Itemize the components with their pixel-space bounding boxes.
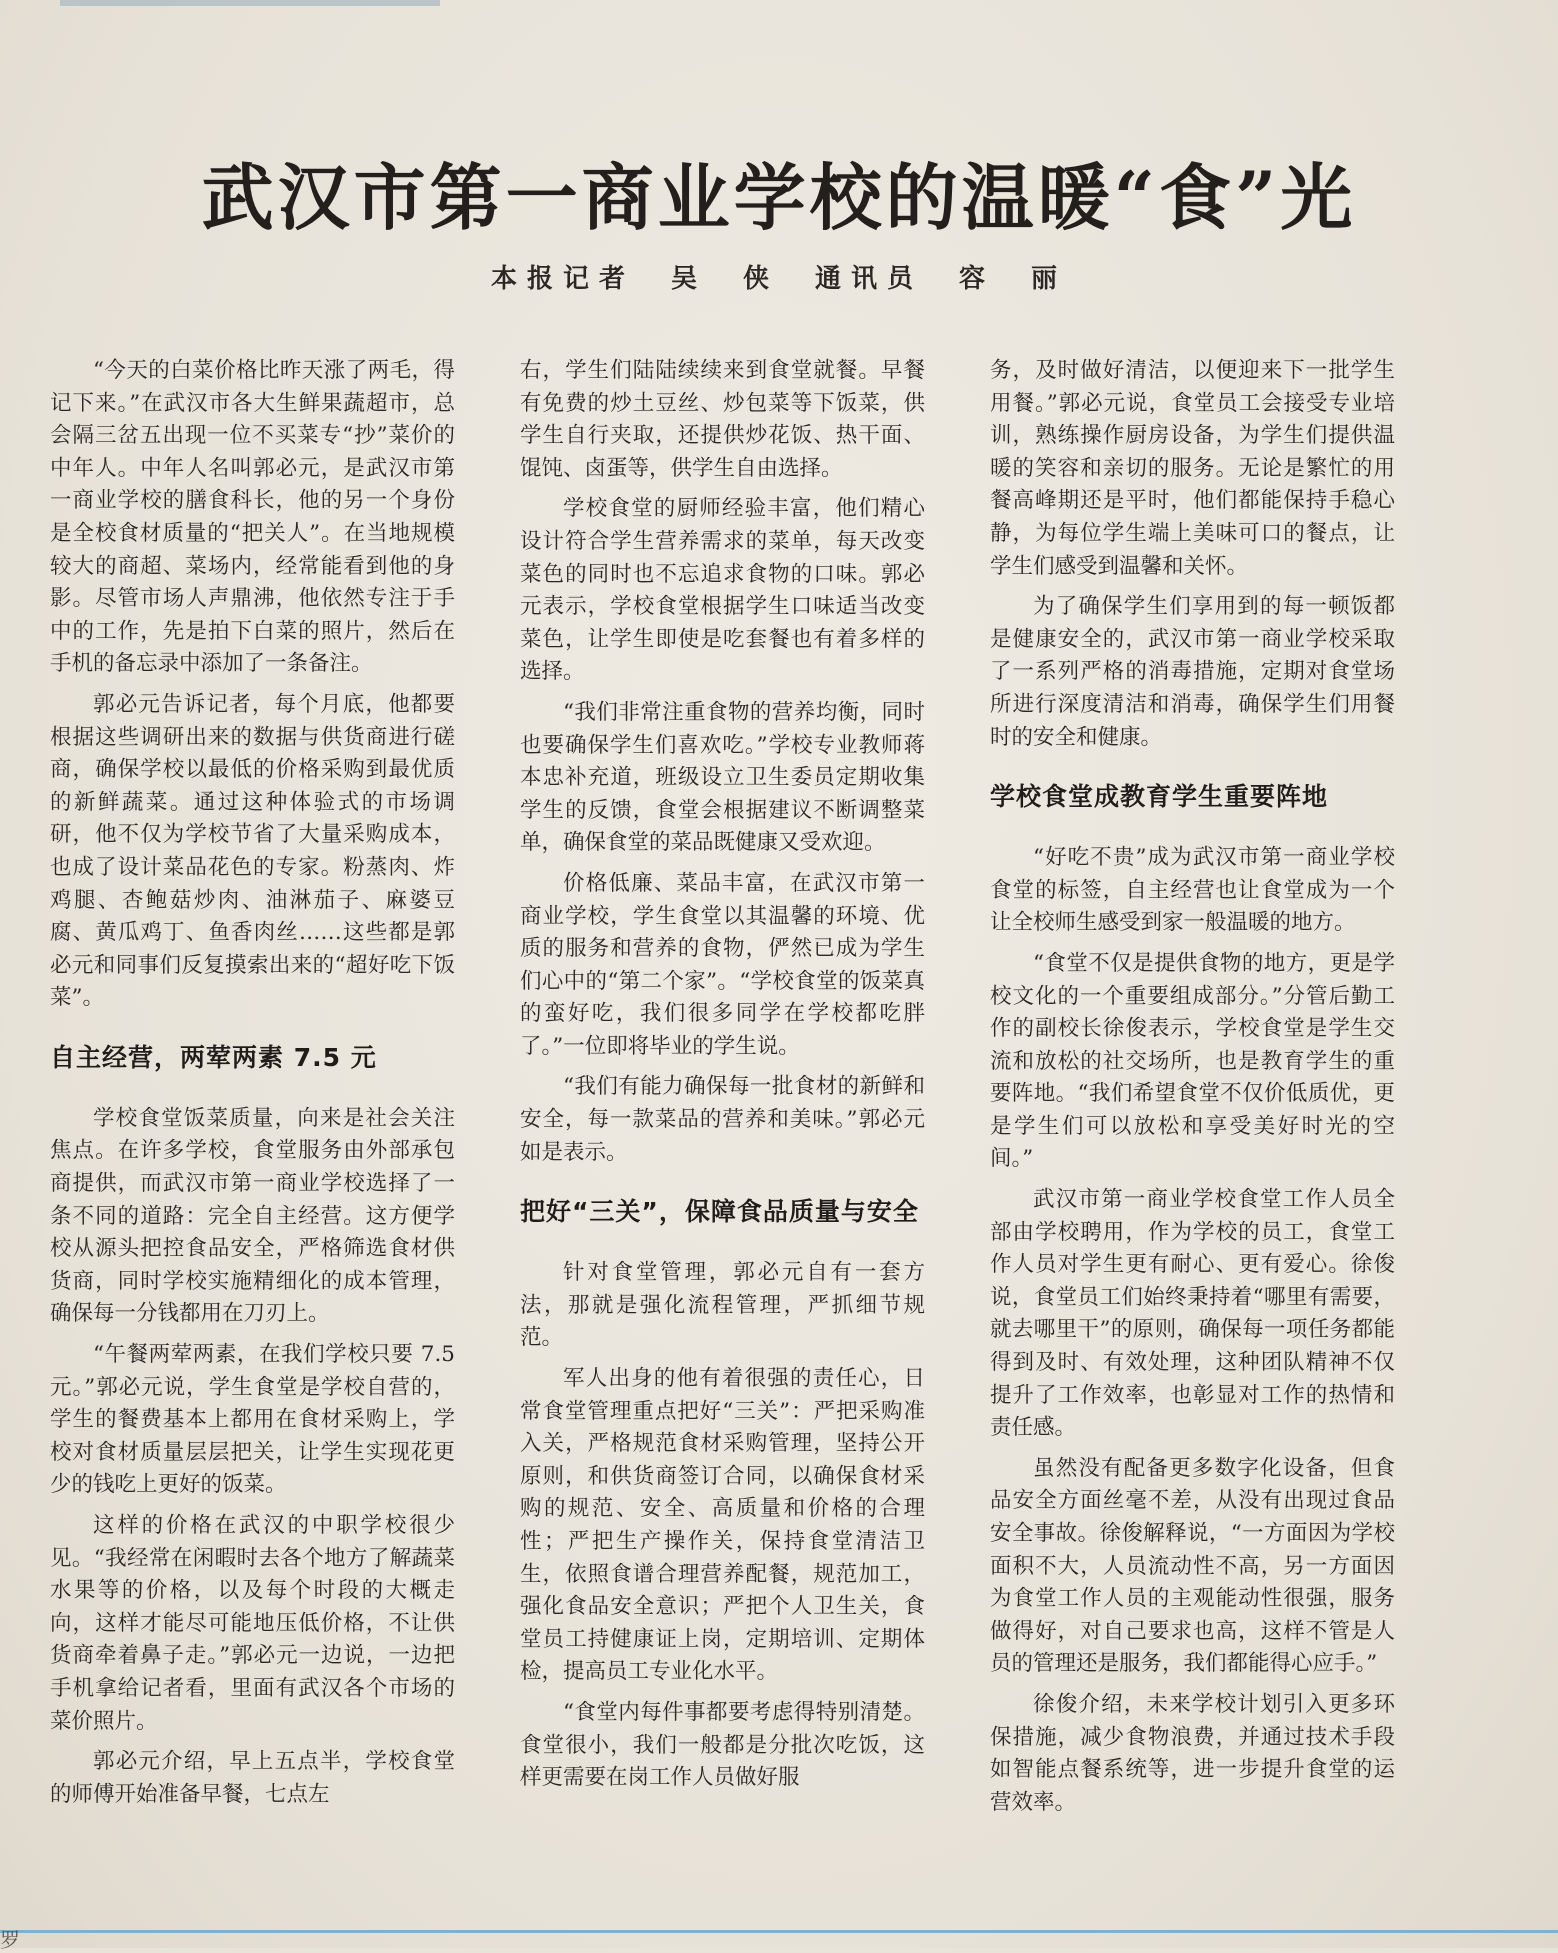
article-paragraph: “食堂内每件事都要考虑得特别清楚。食堂很小，我们一般都是分批次吃饭，这样更需要在岗工作人员做好服 xyxy=(520,1699,925,1791)
article-paragraph: 务，及时做好清洁，以便迎来下一批学生用餐。”郭必元说，食堂员工会接受专业培训，熟练操作厨房设备，为学生们提供温暖的笑容和亲切的服务。无论是繁忙的用餐高峰期还是平时，他们都能保持手稳心静，为每位学生端上美味可口的餐点，让学生们感受到温馨和关怀。 xyxy=(990,358,1395,579)
article-headline: 武汉市第一商业学校的温暖“食”光 xyxy=(201,155,1357,240)
article-paragraph: 这样的价格在武汉的中职学校很少见。“我经常在闲暇时去各个地方了解蔬菜水果等的价格，以及每个时段的大概走向，这样才能尽可能地压低价格，不让供货商牵着鼻子走。”郭必元一边说，一边把手机拿给记者看，里面有武汉各个市场的菜价照片。 xyxy=(50,1513,455,1734)
article-paragraph: 郭必元告诉记者，每个月底，他都要根据这些调研出来的数据与供货商进行磋商，确保学校以最低的价格采购到最优质的新鲜蔬菜。通过这种体验式的市场调研，他不仅为学校节省了大量采购成本，也成了设计菜品花色的专家。粉蒸肉、炸鸡腿、杏鲍菇炒肉、油淋茄子、麻婆豆腐、黄瓜鸡丁、鱼香肉丝……这些都是郭必元和同事们反复摸索出来的“超好吃下饭菜”。 xyxy=(50,691,455,1011)
article-column-2 xyxy=(520,355,925,1915)
article-paragraph: 为了确保学生们享用到的每一顿饭都是健康安全的，武汉市第一商业学校采取了一系列严格的消毒措施，定期对食堂场所进行深度清洁和消毒，确保学生们用餐时的安全和健康。 xyxy=(990,594,1395,750)
article-paragraph: 徐俊介绍，未来学校计划引入更多环保措施，减少食物浪费，并通过技术手段如智能点餐系统等，进一步提升食堂的运营效率。 xyxy=(990,1691,1395,1815)
article-paragraph: 武汉市第一商业学校食堂工作人员全部由学校聘用，作为学校的员工，食堂工作人员对学生更有耐心、更有爱心。徐俊说，食堂员工们始终秉持着“哪里有需要，就去哪里干”的原则，确保每一项任务都能得到及时、有效处理，这种团队精神不仅提升了工作效率，也彰显对工作的热情和责任感。 xyxy=(990,1187,1395,1441)
article-paragraph: 针对食堂管理，郭必元自有一套方法，那就是强化流程管理，严抓细节规范。 xyxy=(520,1260,925,1351)
top-border-rule xyxy=(60,0,440,6)
page-edge-fragment: 罗 xyxy=(0,1928,20,1952)
article-paragraph: 学校食堂的厨师经验丰富，他们精心设计符合学生营养需求的菜单，每天改变菜色的同时也不忘追求食物的口味。郭必元表示，学校食堂根据学生口味适当改变菜色，让学生即使是吃套餐也有着多样的选择。 xyxy=(520,496,925,685)
section-heading: 自主经营，两荤两素 7.5 元 xyxy=(50,1042,377,1072)
article-paragraph: “午餐两荤两素，在我们学校只要 7.5 元。”郭必元说，学生食堂是学校自营的，学生的餐费基本上都用在食材采购上，学校对食材质量层层把关，让学生实现花更少的钱吃上更好的饭菜。 xyxy=(50,1342,455,1498)
article-paragraph: “我们非常注重食物的营养均衡，同时也要确保学生们喜欢吃。”学校专业教师蒋本忠补充道，班级设立卫生委员定期收集学生的反馈，食堂会根据建议不断调整菜单，确保食堂的菜品既健康又受欢迎。 xyxy=(520,699,925,856)
article-paragraph: 虽然没有配备更多数字化设备，但食品安全方面丝毫不差，从没有出现过食品安全事故。徐俊解释说，“一方面因为学校面积不大，人员流动性不高，另一方面因为食堂工作人员的主观能动性很强，服务做得好，对自己要求也高，这样不管是人员的管理还是服务，我们都能得心应手。” xyxy=(990,1455,1395,1677)
article-paragraph: 郭必元介绍，早上五点半，学校食堂的师傅开始准备早餐，七点左 xyxy=(50,1749,455,1807)
article-paragraph: 价格低廉、菜品丰富，在武汉市第一商业学校，学生食堂以其温馨的环境、优质的服务和营养的食物，俨然已成为学生们心中的“第二个家”。“学校食堂的饭菜真的蛮好吃，我们很多同学在学校都吃胖了。”一位即将毕业的学生说。 xyxy=(520,870,925,1059)
article-paragraph: 军人出身的他有着很强的责任心，日常食堂管理重点把好“三关”：严把采购准入关，严格规范食材采购管理，坚持公开原则，和供货商签订合同，以确保食材采购的规范、安全、高质量和价格的合理性；严把生产操作关，保持食堂清洁卫生，依照食谱合理营养配餐，规范加工，强化食品安全意识；严把个人卫生关，食堂员工持健康证上岗，定期培训、定期体检，提高员工专业化水平。 xyxy=(520,1366,925,1685)
article-paragraph: “我们有能力确保每一批食材的新鲜和安全，每一款菜品的营养和美味。”郭必元如是表示。 xyxy=(520,1074,925,1165)
article-paragraph: “好吃不贵”成为武汉市第一商业学校食堂的标签，自主经营也让食堂成为一个让全校师生感受到家一般温暖的地方。 xyxy=(990,845,1395,936)
article-column-3 xyxy=(990,355,1395,1915)
article-paragraph: 学校食堂饭菜质量，向来是社会关注焦点。在许多学校，食堂服务由外部承包商提供，而武汉市第一商业学校选择了一条不同的道路：完全自主经营。这方便学校从源头把控食品安全，严格筛选食材供货商，同时学校实施精细化的成本管理，确保每一分钱都用在刀刃上。 xyxy=(50,1105,455,1327)
section-heading: 把好“三关”，保障食品质量与安全 xyxy=(520,1197,919,1227)
section-heading: 学校食堂成教育学生重要阵地 xyxy=(990,782,1329,812)
bottom-border-rule xyxy=(0,1930,1558,1933)
article-paragraph: “今天的白菜价格比昨天涨了两毛，得记下来。”在武汉市各大生鲜果蔬超市，总会隔三岔五出现一位不买菜专“抄”菜价的中年人。中年人名叫郭必元，是武汉市第一商业学校的膳食科长，他的另一个身份是全校食材质量的“把关人”。在当地规模较大的商超、菜场内，经常能看到他的身影。尽管市场人声鼎沸，他依然专注于手中的工作，先是拍下白菜的照片，然后在手机的备忘录中添加了一条备注。 xyxy=(50,358,455,677)
article-paragraph: “食堂不仅是提供食物的地方，更是学校文化的一个重要组成部分。”分管后勤工作的副校长徐俊表示，学校食堂是学生交流和放松的社交场所，也是教育学生的重要阵地。“我们希望食堂不仅价低质优，更是学生们可以放松和享受美好时光的空间。” xyxy=(990,950,1395,1172)
article-column-1 xyxy=(50,355,455,1915)
article-byline: 本报记者 吴 侠 通讯员 容 丽 xyxy=(490,264,1067,294)
article-paragraph: 右，学生们陆陆续续来到食堂就餐。早餐有免费的炒土豆丝、炒包菜等下饭菜，供学生自行夹取，还提供炒花饭、热干面、馄饨、卤蛋等，供学生自由选择。 xyxy=(520,358,925,481)
